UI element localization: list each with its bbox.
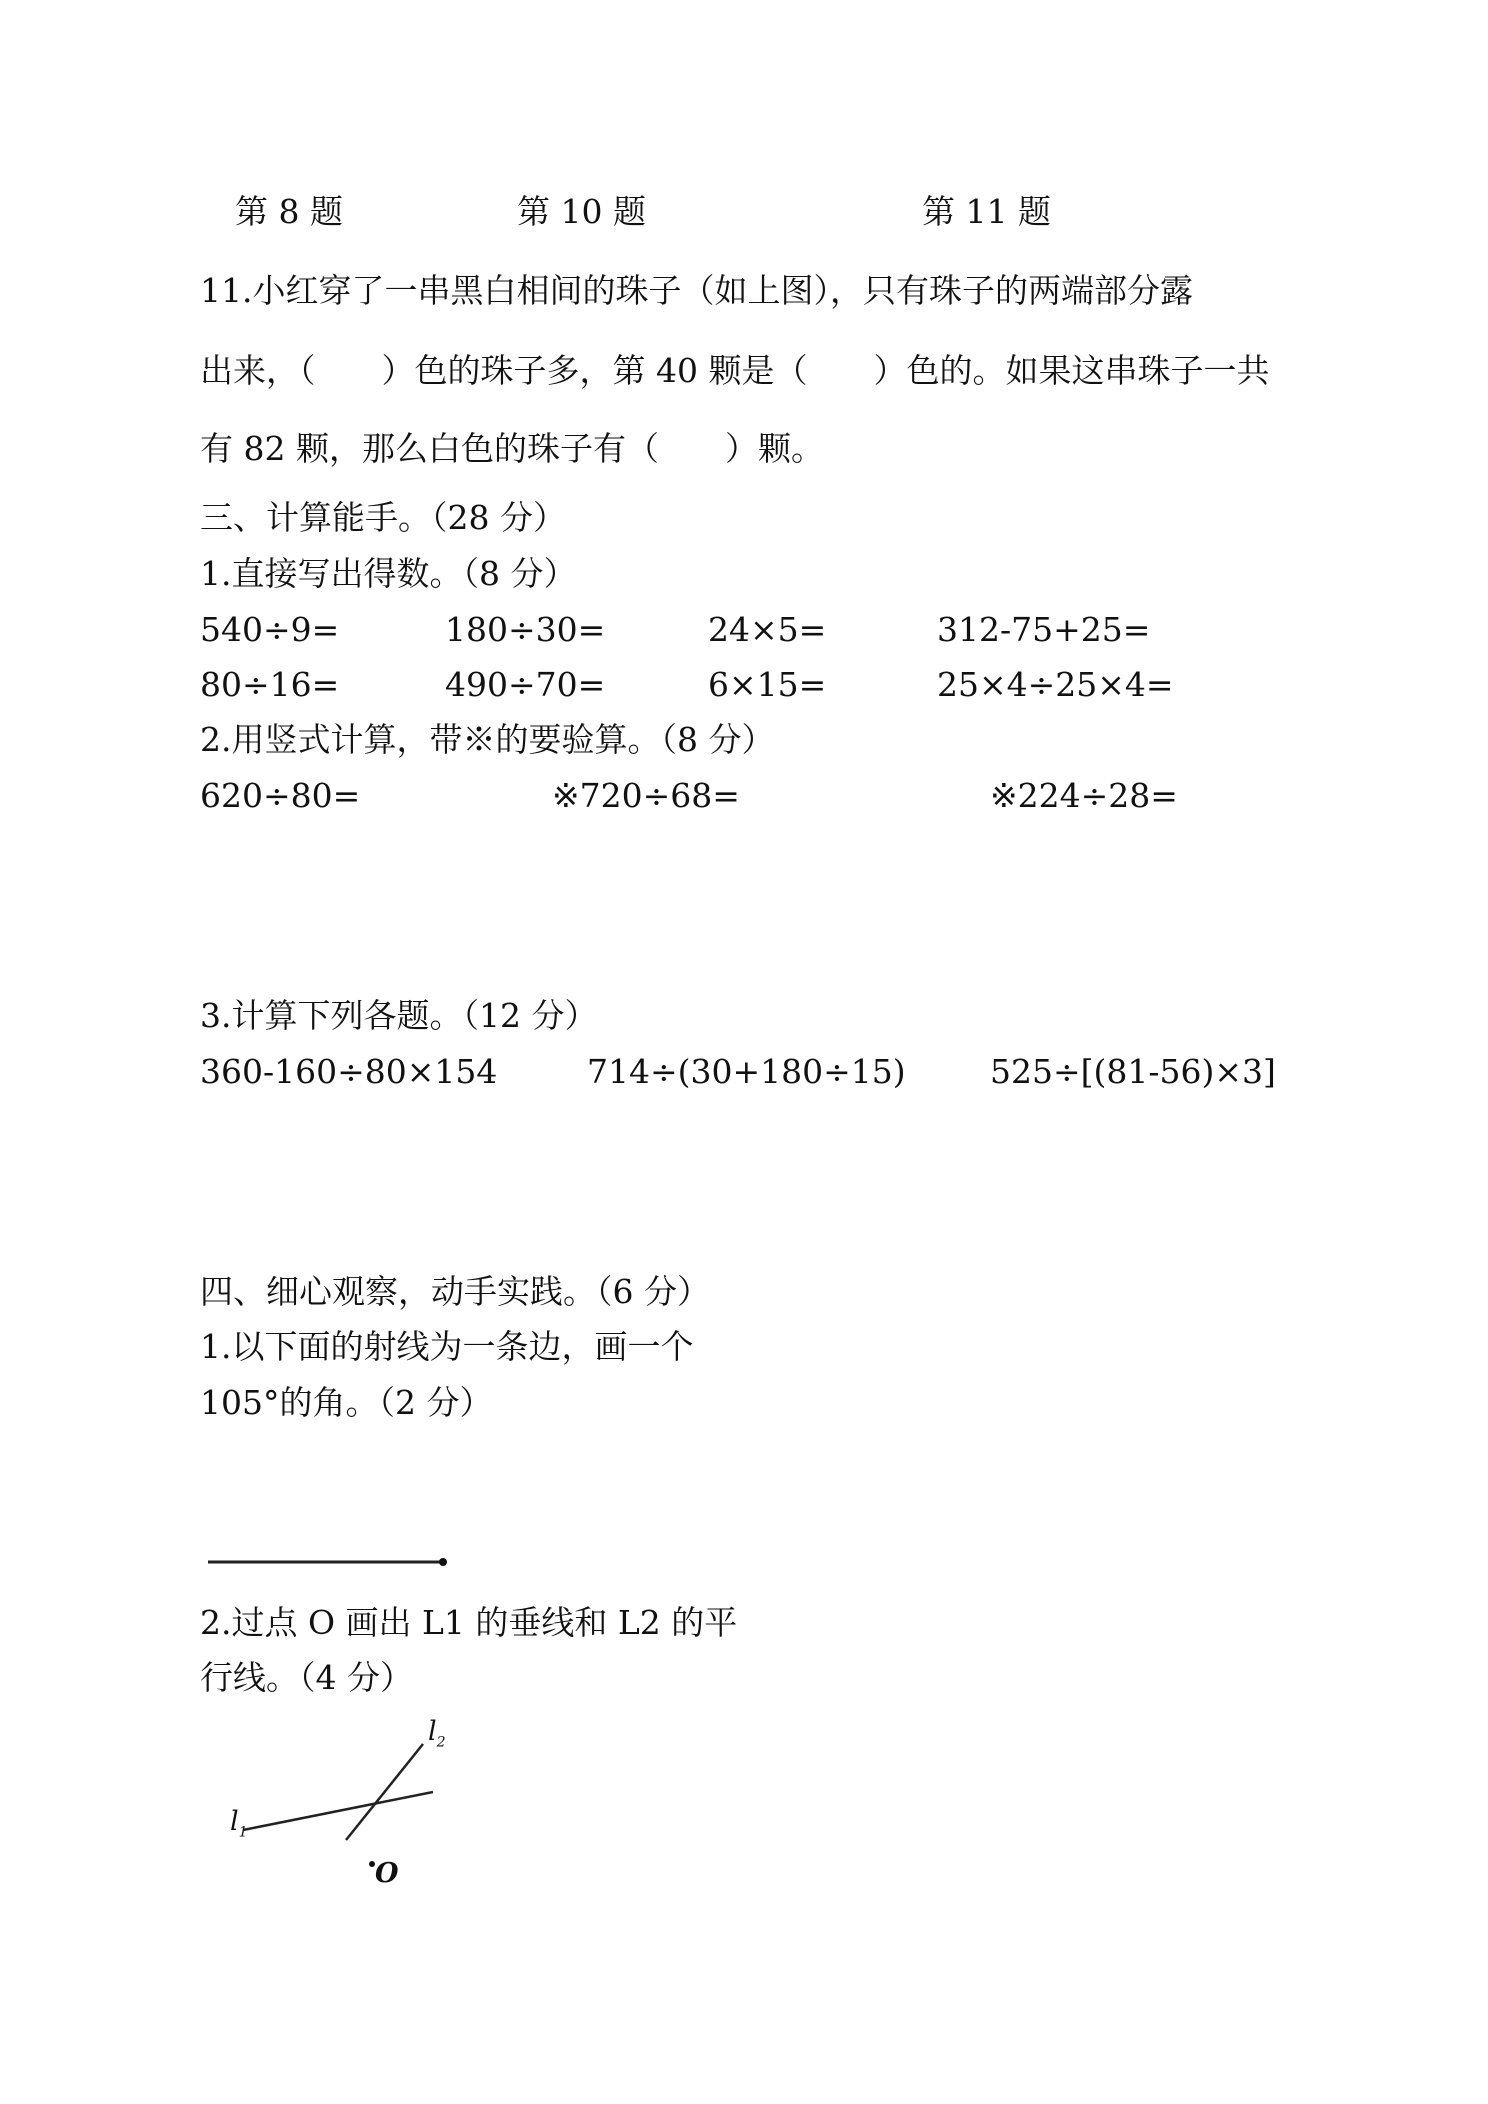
expression-item: 525÷[(81-56)×3]	[990, 1052, 1276, 1091]
q11-line-2: 出来，（ ）色的珠子多，第 40 颗是（ ）色的。如果这串珠子一共	[200, 351, 1270, 390]
caption-figure-10: 第 10 题	[517, 192, 646, 231]
expression-item: 714÷(30+180÷15)	[587, 1052, 906, 1091]
mental-math-item: 24×5=	[708, 610, 827, 649]
lines-figure	[243, 1744, 433, 1867]
mental-math-item: 6×15=	[708, 665, 827, 704]
label-point-o: O	[375, 1858, 399, 1889]
mental-math-item: 25×4÷25×4=	[937, 665, 1174, 704]
line-l2	[346, 1744, 423, 1840]
q11-line-3: 有 82 颗，那么白色的珠子有（ ）颗。	[200, 429, 824, 468]
label-l2: $l_2$	[428, 1716, 446, 1751]
section-3-part-3-heading: 3.计算下列各题。（12 分）	[200, 996, 598, 1035]
section-4-part-1-line-2: 105°的角。（2 分）	[200, 1383, 493, 1422]
section-4-part-2-line-2: 行线。（4 分）	[200, 1658, 413, 1697]
vertical-calc-item: ※224÷28=	[990, 776, 1178, 815]
ray-endpoint	[439, 1558, 447, 1566]
section-4-heading: 四、细心观察，动手实践。（6 分）	[200, 1272, 710, 1311]
mental-math-item: 490÷70=	[445, 665, 606, 704]
caption-figure-8: 第 8 题	[235, 192, 343, 231]
mental-math-item: 80÷16=	[200, 665, 340, 704]
label-l1: $l_1$	[230, 1806, 248, 1841]
mental-math-item: 312-75+25=	[937, 610, 1151, 649]
expression-item: 360-160÷80×154	[200, 1052, 498, 1091]
q11-line-1: 11.小红穿了一串黑白相间的珠子（如上图），只有珠子的两端部分露	[200, 271, 1193, 310]
section-4-part-1-line-1: 1.以下面的射线为一条边，画一个	[200, 1327, 694, 1366]
section-4-part-2-line-1: 2.过点 O 画出 L1 的垂线和 L2 的平	[200, 1603, 738, 1642]
section-3-heading: 三、计算能手。（28 分）	[200, 498, 566, 537]
mental-math-item: 180÷30=	[445, 610, 606, 649]
vertical-calc-item: 620÷80=	[200, 776, 361, 815]
section-3-part-1-heading: 1.直接写出得数。（8 分）	[200, 554, 577, 593]
section-3-part-2-heading: 2.用竖式计算，带※的要验算。（8 分）	[200, 720, 775, 759]
mental-math-item: 540÷9=	[200, 610, 340, 649]
ray-figure	[208, 1558, 447, 1566]
caption-figure-11: 第 11 题	[922, 192, 1051, 231]
line-l1	[243, 1792, 433, 1830]
vertical-calc-item: ※720÷68=	[552, 776, 740, 815]
